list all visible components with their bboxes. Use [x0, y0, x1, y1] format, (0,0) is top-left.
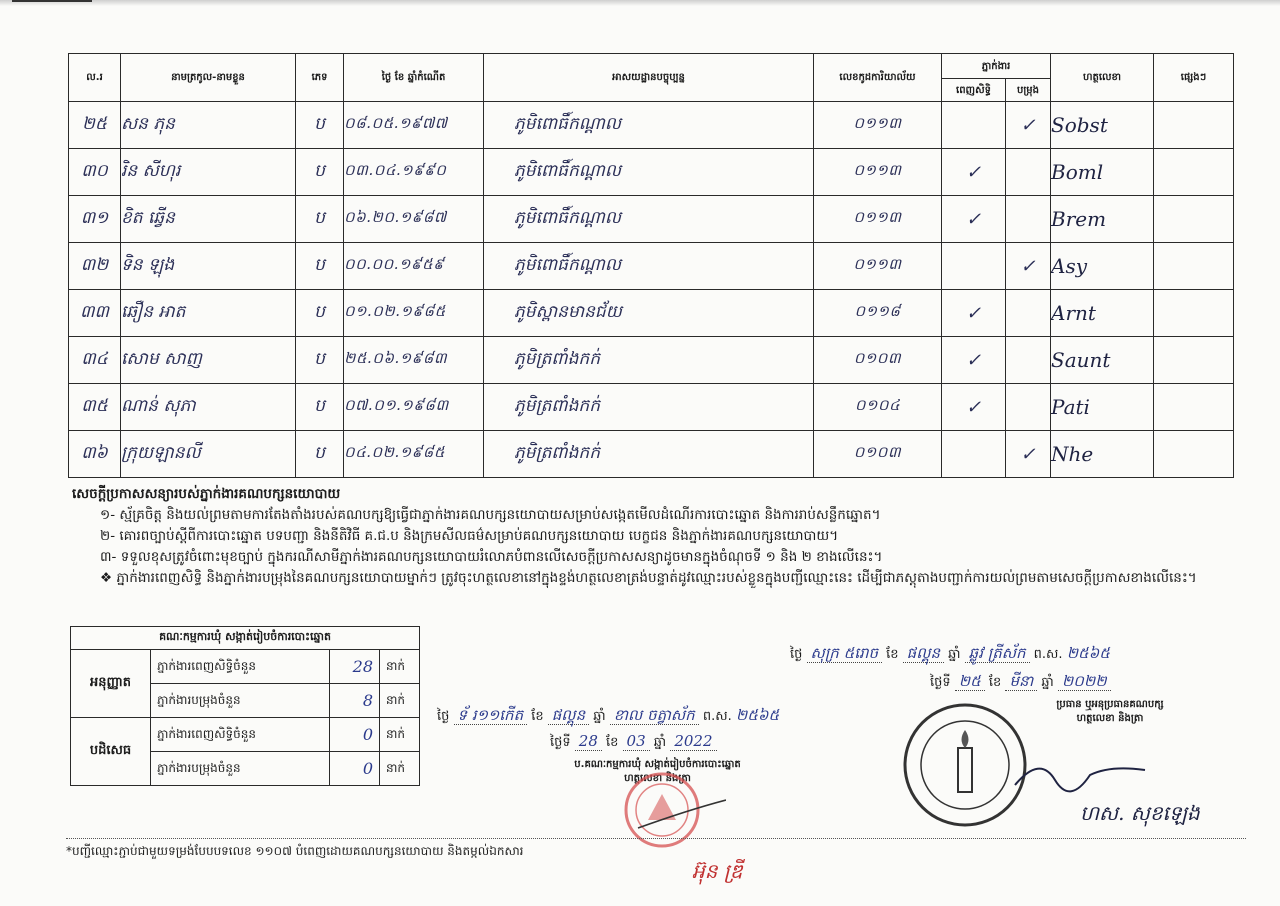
table-row	[69, 384, 1234, 431]
col-header-dob: ថ្ងៃ ខែ ឆ្នាំកំណើត	[344, 54, 484, 102]
col-header-no: ល.រ	[69, 54, 121, 102]
row-name: ខិត ឆ្វើន	[121, 196, 296, 243]
row-code: ០១១៣	[814, 196, 942, 243]
row-full-mark: ✓	[942, 384, 1006, 431]
row-signature: Arnt	[1051, 290, 1154, 337]
row-address: ភូមិត្រពាំងកក់	[484, 431, 814, 478]
row-signature: Saunt	[1051, 337, 1154, 384]
reject-group-label: បដិសេធ	[71, 718, 151, 786]
row-dob: ០១.០២.១៩៨៥	[344, 290, 484, 337]
left-solar-date-line	[550, 732, 717, 753]
col-header-office-code: លេខកូដការិយាល័យ	[814, 54, 942, 102]
col-header-signature: ហត្ថលេខា	[1051, 54, 1154, 102]
row-reserve-mark	[1006, 337, 1051, 384]
right-be-year: ២៥៦៥	[1066, 644, 1110, 662]
agent-count-table	[70, 626, 420, 786]
col-header-address: អាសយដ្ឋានបច្ចុប្បន្ន	[484, 54, 814, 102]
row-sex: ប	[296, 243, 344, 290]
unit-label: នាក់	[380, 752, 420, 786]
right-sign-label: ហត្ថលេខា និងត្រា	[1076, 713, 1144, 724]
row-no: ៣៥	[69, 384, 121, 431]
scan-top-edge	[0, 0, 1280, 6]
row-remark	[1154, 102, 1234, 149]
row-remark	[1154, 243, 1234, 290]
declaration-item-1: ១- ស្ម័គ្រចិត្ត និងយល់ព្រមតាមការតែងតាំងរបស់គណបក្សឱ្យធ្វើជាភ្នាក់ងារគណបក្សនយោបាយសម្រាប់សង្កេតមើលដំណើរការបោះឆ្នោត និងការរាប់សន្លឹកឆ្នោត។	[100, 507, 881, 523]
right-signer-name: ហស. សុខឡេង	[1080, 801, 1200, 825]
row-remark	[1154, 290, 1234, 337]
right-m-label: ខែ	[988, 675, 1002, 690]
row-dob: ២៥.០៦.១៩៨៣	[344, 337, 484, 384]
row-no: ៣០	[69, 149, 121, 196]
row-sex: ប	[296, 149, 344, 196]
right-day-prefix: ថ្ងៃ	[790, 647, 803, 662]
col-header-name: នាមត្រកូល-នាមខ្លួន	[121, 54, 296, 102]
approve-full-value: 28	[330, 650, 380, 684]
row-reserve-mark	[1006, 196, 1051, 243]
row-sex: ប	[296, 431, 344, 478]
reject-full-value: 0	[330, 718, 380, 752]
row-remark	[1154, 337, 1234, 384]
left-day: 28	[575, 732, 602, 751]
row-remark	[1154, 149, 1234, 196]
row-sex: ប	[296, 384, 344, 431]
row-code: ០១១៨	[814, 290, 942, 337]
row-code: ០១០៣	[814, 431, 942, 478]
agent-roster-table	[68, 53, 1234, 478]
row-full-mark	[942, 431, 1006, 478]
row-full-mark: ✓	[942, 196, 1006, 243]
reject-full-label: ភ្នាក់ងារពេញសិទ្ធិចំនួន	[151, 718, 330, 752]
left-sign-label: ហត្ថលេខា និងត្រា	[624, 773, 691, 784]
row-name: ក្រុយឡានលី	[121, 431, 296, 478]
col-header-agent: ភ្នាក់ងារ	[942, 54, 1051, 79]
declaration-item-3: ៣- ទទួលខុសត្រូវចំពោះមុខច្បាប់ ក្នុងករណីសាមីភ្នាក់ងារគណបក្សនយោបាយរំលោភបំពានលើសេចក្ដីប្រកាសសន្យាដូចមានក្នុងចំណុចទី ១ និង ២ ខាងលើនេះ។	[100, 549, 883, 565]
row-dob: ០៧.០១.១៩៨៣	[344, 384, 484, 431]
left-m-label: ខែ	[606, 735, 619, 750]
row-no: ២៥	[69, 102, 121, 149]
row-no: ៣៣	[69, 290, 121, 337]
row-dob: ០៦.២០.១៩៨៧	[344, 196, 484, 243]
row-name: សោម សាញ	[121, 337, 296, 384]
right-year: ២០២២	[1058, 672, 1111, 691]
row-signature: Sobst	[1051, 102, 1154, 149]
left-lunar-year: ខាល ចត្វាស័ក	[610, 706, 699, 725]
row-name: សន ភុន	[121, 102, 296, 149]
left-month-label: ខែ	[531, 709, 544, 724]
right-lunar-month: ផល្គុន	[903, 644, 944, 663]
row-sex: ប	[296, 290, 344, 337]
right-month-label: ខែ	[886, 647, 899, 662]
row-full-mark	[942, 243, 1006, 290]
row-code: ០១១៣	[814, 149, 942, 196]
row-signature: Asy	[1051, 243, 1154, 290]
col-header-remark: ផ្សេងៗ	[1154, 54, 1234, 102]
row-dob: ០៨.០៥.១៩៧៧	[344, 102, 484, 149]
declaration-section	[72, 484, 1232, 589]
right-lunar-year: ឆ្លូវ ត្រីស័ក	[965, 644, 1030, 663]
row-signature: Nhe	[1051, 431, 1154, 478]
declaration-note: ❖ ភ្នាក់ងារពេញសិទ្ធិ និងភ្នាក់ងារបម្រុងនៃគណបក្សនយោបាយម្នាក់ៗ ត្រូវចុះហត្ថលេខានៅក្នុងខ្ទង់ហត្ថលេខាត្រង់បន្ទាត់ដូវឈ្មោះរបស់ខ្លួនក្នុងបញ្ជីឈ្មោះនេះ ដើម្បីជាភស្តុតាងបញ្ជាក់ការយល់ព្រមតាមសេចក្ដីប្រកាសខាងលើនេះ។	[100, 570, 1197, 586]
row-code: ០១១៣	[814, 102, 942, 149]
row-reserve-mark: ✓	[1006, 102, 1051, 149]
party-signature-icon	[1010, 750, 1150, 800]
scan-corner-mark	[12, 0, 92, 8]
col-header-full: ពេញសិទ្ធិ	[942, 79, 1006, 102]
row-address: ភូមិពោធិ៍កណ្ដាល	[484, 196, 814, 243]
approve-group-label: អនុញ្ញាត	[71, 650, 151, 718]
left-day-label: ថ្ងៃទី	[550, 735, 571, 750]
row-address: ភូមិពោធិ៍កណ្ដាល	[484, 102, 814, 149]
col-header-reserve: បម្រុង	[1006, 79, 1051, 102]
row-dob: ០០.០០.១៩៥៩	[344, 243, 484, 290]
row-address: ភូមិត្រពាំងកក់	[484, 337, 814, 384]
table-row	[69, 431, 1234, 478]
count-table-title: គណៈកម្មការឃុំ សង្កាត់រៀបចំការបោះឆ្នោត	[71, 627, 420, 650]
row-remark	[1154, 384, 1234, 431]
left-year-label: ឆ្នាំ	[593, 709, 606, 724]
right-office-title: ប្រធាន ឬអនុប្រធានគណបក្ស	[1056, 699, 1164, 710]
left-y-label: ឆ្នាំ	[653, 735, 667, 750]
left-lunar-date-line	[437, 706, 779, 728]
right-lunar-day: សុក្រ ៥រោច	[807, 644, 882, 663]
right-lunar-date-line	[790, 644, 1110, 666]
row-signature: Boml	[1051, 149, 1154, 196]
left-lunar-month: ផល្គុន	[548, 706, 589, 725]
row-address: ភូមិត្រពាំងកក់	[484, 384, 814, 431]
declaration-item-2: ២- គោរពច្បាប់ស្ដីពីការបោះឆ្នោត បទបញ្ជា និងនីតិវិធី គ.ជ.ប និងក្រមសីលធម៌សម្រាប់គណបក្សនយោបាយ បេក្ខជន និងភ្នាក់ងារគណបក្សនយោបាយ។	[100, 528, 839, 544]
reject-reserve-label: ភ្នាក់ងារបម្រុងចំនួន	[151, 752, 330, 786]
right-year-label: ឆ្នាំ	[948, 647, 961, 662]
row-no: ៣៤	[69, 337, 121, 384]
row-name: ឆឿន អាត	[121, 290, 296, 337]
right-solar-date-line	[930, 672, 1111, 694]
left-be-label: ព.ស.	[702, 709, 732, 724]
row-dob: ០៤.០២.១៩៨៥	[344, 431, 484, 478]
row-reserve-mark	[1006, 290, 1051, 337]
row-remark	[1154, 196, 1234, 243]
right-month: មីនា	[1005, 672, 1037, 691]
table-row	[69, 290, 1234, 337]
right-be-label: ព.ស.	[1033, 647, 1063, 662]
row-no: ៣៦	[69, 431, 121, 478]
row-no: ៣១	[69, 196, 121, 243]
row-address: ភូមិស្ពានមានជ័យ	[484, 290, 814, 337]
row-reserve-mark: ✓	[1006, 431, 1051, 478]
approve-reserve-value: 8	[330, 684, 380, 718]
left-be-year: ២៥៦៥	[735, 706, 780, 724]
row-reserve-mark: ✓	[1006, 243, 1051, 290]
row-code: ០១១៣	[814, 243, 942, 290]
row-name: ណាន់ សុភា	[121, 384, 296, 431]
right-y-label: ឆ្នាំ	[1041, 675, 1054, 690]
row-full-mark: ✓	[942, 149, 1006, 196]
left-office-title: ប.គណៈកម្មការឃុំ សង្កាត់រៀបចំការបោះឆ្នោត	[574, 759, 741, 770]
row-reserve-mark	[1006, 149, 1051, 196]
unit-label: នាក់	[380, 718, 420, 752]
row-signature: Pati	[1051, 384, 1154, 431]
approve-reserve-label: ភ្នាក់ងារបម្រុងចំនួន	[151, 684, 330, 718]
row-full-mark	[942, 102, 1006, 149]
row-signature: Brem	[1051, 196, 1154, 243]
unit-label: នាក់	[380, 650, 420, 684]
left-day-prefix: ថ្ងៃ	[437, 709, 450, 724]
row-reserve-mark	[1006, 384, 1051, 431]
row-sex: ប	[296, 102, 344, 149]
table-row	[69, 243, 1234, 290]
left-year: 2022	[670, 732, 716, 751]
table-row	[69, 149, 1234, 196]
table-row	[69, 102, 1234, 149]
footer-note: *បញ្ជីឈ្មោះភ្ជាប់ជាមួយទម្រង់បែបបទលេខ ១១០៧ បំពេញដោយគណបក្សនយោបាយ និងតម្កល់ឯកសារ	[66, 838, 1246, 861]
table-row	[69, 196, 1234, 243]
row-name: រិន សីហុរ	[121, 149, 296, 196]
left-month: 03	[623, 732, 650, 751]
row-sex: ប	[296, 196, 344, 243]
right-day: ២៥	[955, 672, 985, 691]
row-full-mark: ✓	[942, 337, 1006, 384]
right-day-label: ថ្ងៃទី	[930, 675, 951, 690]
row-sex: ប	[296, 337, 344, 384]
row-dob: ០៣.០៤.១៩៩០	[344, 149, 484, 196]
unit-label: នាក់	[380, 684, 420, 718]
row-code: ០១០៣	[814, 337, 942, 384]
reject-reserve-value: 0	[330, 752, 380, 786]
row-address: ភូមិពោធិ៍កណ្ដាល	[484, 243, 814, 290]
table-row	[69, 337, 1234, 384]
row-code: ០១០៤	[814, 384, 942, 431]
row-full-mark: ✓	[942, 290, 1006, 337]
row-address: ភូមិពោធិ៍កណ្ដាល	[484, 149, 814, 196]
left-signer-name: អ៊ុន ឌ្រី	[692, 859, 743, 883]
row-remark	[1154, 431, 1234, 478]
col-header-sex: ភេទ	[296, 54, 344, 102]
row-name: ទិន ឡុង	[121, 243, 296, 290]
declaration-heading: សេចក្ដីប្រកាសសន្យារបស់ភ្នាក់ងារគណបក្សនយោបាយ	[72, 486, 341, 502]
row-no: ៣២	[69, 243, 121, 290]
left-lunar-day: ទ័ រ១១កើត	[454, 706, 528, 725]
approve-full-label: ភ្នាក់ងារពេញសិទ្ធិចំនួន	[151, 650, 330, 684]
